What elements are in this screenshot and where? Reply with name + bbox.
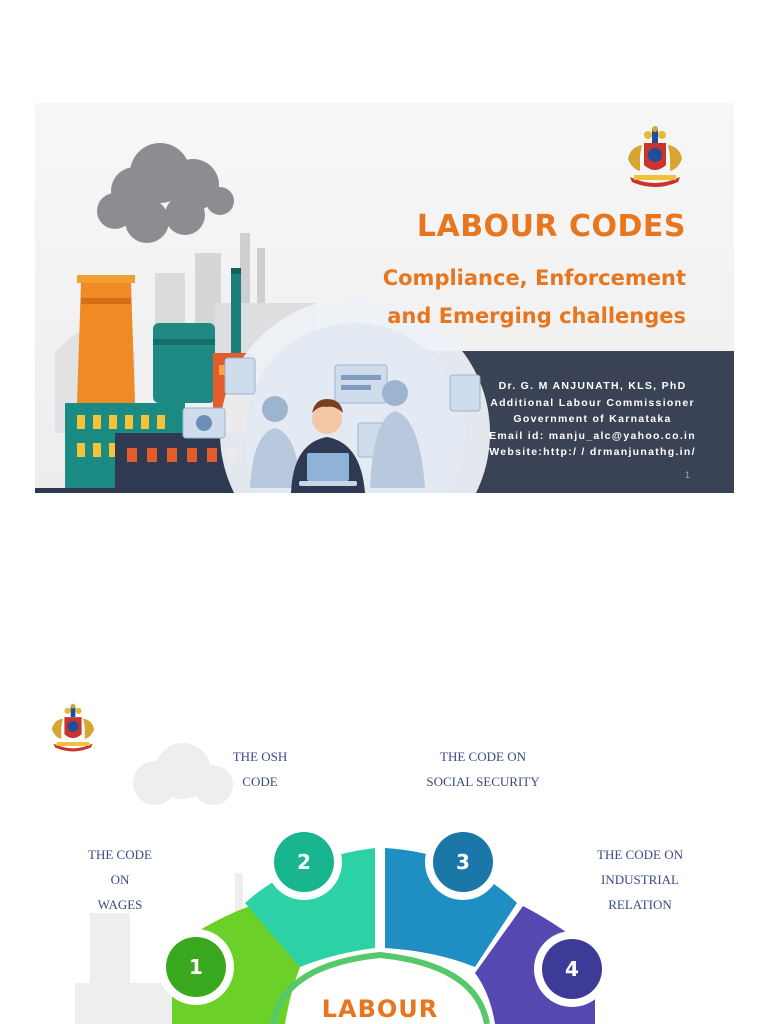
code-2-number: 2 [297, 850, 311, 874]
label-line: SOCIAL SECURITY [426, 774, 540, 789]
label-line: CODE [242, 774, 278, 789]
state-emblem-icon [622, 125, 688, 189]
code-1-marker [158, 929, 234, 1005]
author-email: Email id: manju_alc@yahoo.co.in [489, 429, 696, 442]
state-emblem-icon [47, 703, 99, 753]
code-1-number: 1 [189, 955, 203, 979]
subtitle-line-1: Compliance, Enforcement [382, 266, 686, 290]
label-line: THE CODE [88, 847, 152, 862]
presentation-subtitle [383, 259, 686, 335]
label-line: THE CODE ON [597, 847, 683, 862]
label-line: INDUSTRIAL [601, 872, 679, 887]
code-4-number: 4 [565, 957, 579, 981]
laptop-icon [299, 453, 357, 486]
label-line: THE CODE ON [440, 749, 526, 764]
code-2-marker [266, 824, 342, 900]
label-line: ON [110, 872, 130, 887]
code-label-osh [215, 744, 305, 794]
codes-slide [35, 693, 734, 1024]
label-line: WAGES [97, 897, 143, 912]
code-4-marker [534, 931, 610, 1007]
author-organisation: Government of Karnataka [513, 413, 672, 425]
author-website: Website:http:/ / drmanjunathg.in/ [489, 446, 696, 458]
code-3-number: 3 [456, 850, 470, 874]
author-info [489, 378, 696, 461]
label-line: THE OSH [232, 749, 288, 764]
code-label-industrial-relation [580, 842, 700, 917]
slide-number: 1 [684, 470, 690, 480]
label-line: RELATION [608, 897, 672, 912]
author-name: Dr. G. M ANJUNATH, KLS, PhD [498, 380, 687, 392]
title-slide [35, 103, 734, 493]
author-position: Additional Labour Commissioner [490, 396, 695, 409]
presentation-title: LABOUR CODES [416, 209, 686, 244]
code-label-social-security [413, 744, 553, 794]
code-label-wages [75, 842, 165, 917]
center-title: LABOUR [321, 995, 439, 1023]
subtitle-line-2: and Emerging challenges [387, 304, 686, 328]
code-3-marker [425, 824, 501, 900]
